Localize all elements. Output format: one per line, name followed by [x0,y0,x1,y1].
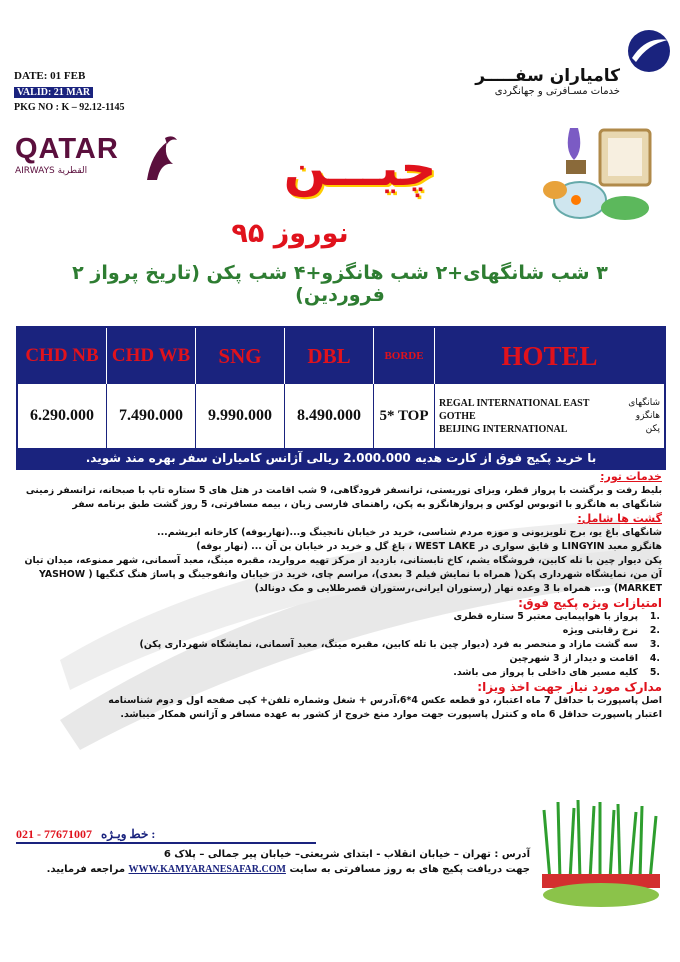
hotel-item [439,423,660,436]
website-pre: جهت دریافت پکیج های به روز مسافرتی به سایت [289,864,530,875]
tours-title: گشت ها شامل: [577,512,662,525]
item-number: 4. [649,653,660,664]
header-chd-nb: CHD NB [18,328,107,384]
footer [10,823,530,913]
table-row [18,384,664,448]
hotel-name: REGAL INTERNATIONAL EAST [439,397,590,409]
price-chd-nb: 6.290.000 [18,384,107,448]
gift-card-banner: با خرید پکیج فوق از کارت هدیه 2.000.000 ریالی آژانس کامیاران سفر بهره مند شوید. [18,448,664,468]
list-item [16,638,660,652]
tour-hangzhou: هانگزو معبد LINGYIN و قایق سواری در WEST LAKE ، باغ گل و خرید در خیابان بن آن ... (نهار بوفه) [196,541,662,552]
features-list [16,610,662,680]
features-title: امتیازات ویژه پکیج فوق: [518,596,662,610]
header-hotel: HOTEL [501,341,598,371]
haftsin-decoration-image [540,120,660,230]
table-header-row [18,328,664,384]
item-text: کلیه مسیر های داخلی با پرواز می باشد. [453,667,638,678]
phone-label: خط ویـژه : [101,827,156,841]
hotel-item [439,410,660,423]
price-dbl: 8.490.000 [285,384,374,448]
header-chd-wb: CHD WB [107,328,196,384]
item-number: 5. [649,667,660,678]
agency-logo [626,28,672,74]
item-text: پرواز با هواپیمایی معتبر 5 ستاره قطری [453,611,638,622]
oryx-icon [143,134,179,184]
item-number: 3. [649,639,660,650]
route-title: ۳ شب شانگهای+۲ شب هانگزو+۴ شب پکن (تاریخ پرواز ۲ فروردین) [72,262,608,306]
valid-badge: VALID: 21 MAR [14,87,93,98]
hotel-name: GOTHE [439,410,476,422]
hotel-list [435,384,664,448]
services-text: بلیط رفت و برگشت با پرواز قطر، ویزای توریستی، ترانسفر فرودگاهی، 9 شب اقامت در هتل های 5 ستاره تاپ با صبحانه، ترانسفر زمینی شانگهای به هانگزو با اتوبوس لوکس و پروازهانگزو به پکن، راهنمای فارسی زبان ، بیمه مسافرتی، 5 روز گشت طبق برنامه سفر [25,485,662,510]
documents-line-1: اصل پاسپورت با حداقل 7 ماه اعتبار، دو قطعه عکس 4*6،آدرس + شغل وشماره تلفن+ کپی صفحه اول و دوم شناسنامه [108,695,662,706]
website-post: مراجعه فرمایید. [46,864,126,875]
item-text: نرخ رقابتی ویژه [562,625,638,636]
tour-details [16,470,662,722]
hotel-city: پکن [645,423,660,434]
list-item [16,624,660,638]
airline-name: QATAR [15,133,119,165]
website-line [20,862,530,877]
hotel-name: BEIJING INTERNATIONAL [439,423,568,435]
price-table [16,326,666,470]
airline-sub: AIRWAYS القطرية [15,166,88,176]
agency-header [475,66,620,97]
hotel-item [439,397,660,410]
services-title: خدمات تور: [600,470,662,483]
package-number: PKG NO : K – 92.12-1145 [14,102,125,113]
address-block [20,847,530,877]
header-sng: SNG [196,328,285,384]
price-chd-wb: 7.490.000 [107,384,196,448]
occasion-title: نوروز ۹۵ [231,218,349,249]
list-item [16,610,660,624]
phone-number[interactable]: 021 - 77671007 [16,827,92,841]
item-number: 1. [649,611,660,622]
hotel-city: هانگزو [635,410,660,421]
list-item [16,652,660,666]
tour-beijing: پکن دیوار چین با تله کابین، فروشگاه یشم، کاخ تابستانی، بازدید از مرکز تهیه مروارید، مقبره مینگ، معبد آسمانی، شهر ممنوعه، میدان تیان آن من، نمایشگاه شهرداری پکن( همراه با نمایش فیلم 3 بعدی)، مراسم چای، خرید در خیابان وانفوجینگ و پاساژ هنگ کنگیها ( YASHOW MARKET) و... همراه با 3 وعده نهار (رستوران ایرانی،رستوران قصرطلایی و مک دونالد) [24,555,662,594]
documents-line-2: اعتبار پاسپورت حداقل 6 ماه و کنترل پاسپورت جهت موارد منع خروج از کشور به عهده مسافر و آژانس همکار میباشد. [120,709,662,720]
hotel-city: شانگهای [628,397,660,408]
item-number: 2. [649,625,660,636]
item-text: سه گشت مازاد و منحصر به فرد (دیوار چین با تله کابین، مقبره مینگ، معبد آسمانی، نمایشگاه شهرداری پکن) [139,639,638,650]
date-block [14,70,174,113]
website-link[interactable]: WWW.KAMYARANESAFAR.COM [128,864,286,875]
hotline [16,827,316,844]
item-text: اقامت و دیدار از 3 شهرچین [509,653,638,664]
header-borde: BORDE [374,328,435,384]
tour-shanghai: شانگهای باغ یو، برج تلویزیونی و موزه مردم شناسی، خرید در خیابان نانجینگ و...(نهاربوفه) کارخانه ابریشم... [157,527,662,538]
documents-title: مدارک مورد نیاز جهت اخذ ویزا: [477,680,662,694]
header-dbl: DBL [285,328,374,384]
borde-value: 5* TOP [374,384,435,448]
date-text: DATE: 01 FEB [14,70,86,82]
qatar-airways-logo [15,134,135,190]
sabzeh-grass-image [530,800,670,910]
destination-title: چیـــن [283,139,437,197]
agency-name: کامیاران سفـــــر [475,66,620,86]
agency-subtitle: خدمات مسـافرتی و جهانگردی [494,86,620,97]
list-item [16,666,660,680]
address-text: آدرس : تهران – خیابان انقلاب - ابتدای شریعتی– خیابان پیر جمالی – پلاک 6 [163,849,530,860]
price-sng: 9.990.000 [196,384,285,448]
